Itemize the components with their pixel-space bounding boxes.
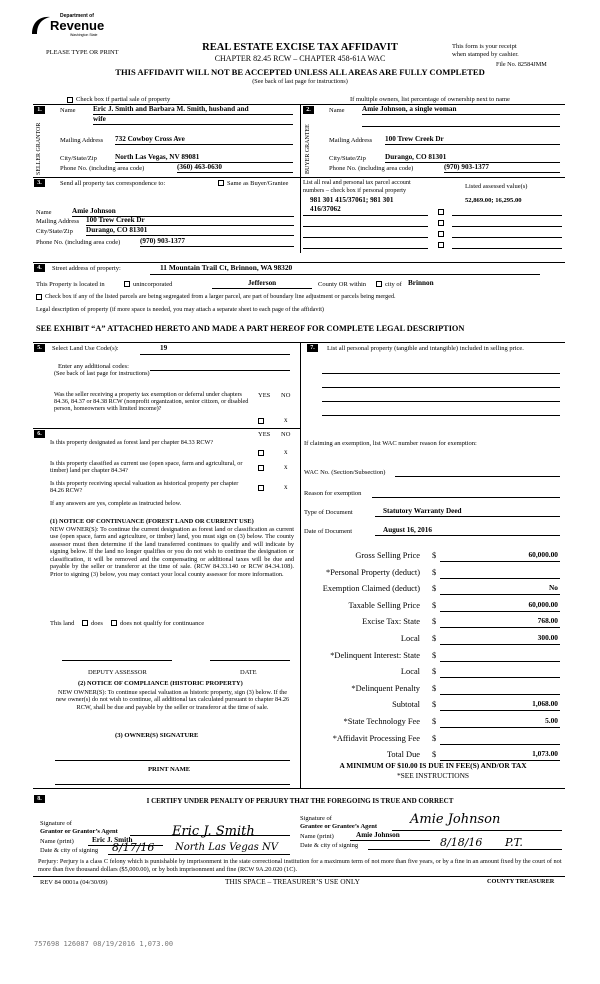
city-of-checkbox[interactable] (376, 281, 382, 287)
parcel-label-1: List all real and personal tax parcel account (303, 179, 411, 186)
claiming-exemption-label: If claiming an exemption, list WAC number reason for exemption: (304, 440, 477, 447)
buyer-side-label: BUYER GRANTEE (305, 124, 311, 174)
unincorporated-label: unincorporated (133, 281, 173, 288)
grantee-signature: Amie Johnson (410, 812, 501, 827)
seller-name-line1: Eric J. Smith and Barbara M. Smith, husband and (93, 106, 293, 115)
notice-compliance-title: (2) NOTICE OF COMPLIANCE (HISTORIC PROPERTY) (78, 680, 243, 687)
fee-value: 300.00 (537, 633, 558, 642)
legal-description-label: Legal description of property (if more space is needed, you may attach a separate sheet to each page of the affidavit) (36, 306, 324, 313)
land-does-not-label: does not qualify for continuance (120, 620, 205, 627)
grantor-signature-of-label: Signature of (40, 820, 72, 827)
seller-phone: (360) 463-0630 (177, 164, 293, 173)
seller-name-label: Name (60, 107, 76, 114)
sec6-no-header: NO (281, 431, 291, 438)
fee-label: Taxable Selling Price (348, 600, 420, 610)
fee-label: Subtotal (392, 700, 420, 710)
personal-property-label: List all personal property (tangible and intangible) included in selling price. (327, 345, 524, 352)
grantor-signing-date: 8/17/16 (112, 841, 155, 854)
fee-label: Total Due (386, 750, 420, 760)
segregated-checkbox[interactable] (36, 294, 42, 300)
section-7-number: 7. (307, 344, 318, 352)
additional-codes-label: Enter any additional codes: (58, 363, 129, 370)
county-name: Jefferson (212, 280, 312, 289)
fee-value: 60,000.00 (528, 599, 558, 609)
grantor-signing-city: North Las Vegas NV (175, 842, 278, 853)
fee-underline (440, 594, 560, 595)
fee-dollar-sign: $ (432, 551, 437, 560)
section-8-number: 8. (34, 795, 45, 803)
assessed-values: 52,869.00; 16,295.00 (465, 197, 522, 204)
section-1-number: 1. (34, 106, 45, 114)
grantor-signature: Eric J. Smith (172, 824, 255, 839)
forest-land-no-mark: x (284, 448, 288, 456)
historic-question: Is this property receiving special valuation as historical property per chapter 84.26 RCW? (50, 480, 239, 494)
seller-name-line2: wife (93, 116, 293, 125)
buyer-phone: (970) 903-1377 (444, 164, 560, 173)
if-yes-instruction: If any answers are yes, complete as instructed below. (50, 500, 182, 507)
correspondence-name-label: Name (36, 209, 52, 216)
dept-big-label: Revenue (50, 18, 105, 33)
seller-phone-label: Phone No. (including area code) (60, 165, 145, 172)
dept-small-label: Department of (60, 13, 94, 19)
receipt-note-2: when stamped by cashier. (452, 51, 519, 58)
street-address-label: Street address of property: (52, 265, 121, 272)
form-revision: REV 84 0001a (04/30/09) (40, 879, 108, 886)
parcel-numbers-1: 981 301 415/37061; 981 301 (310, 196, 394, 204)
fee-dollar-sign: $ (432, 683, 437, 693)
grantee-agent-label: Grantee or Grantee’s Agent (300, 823, 378, 830)
parcel-numbers-2: 416/37062 (310, 205, 341, 213)
grantor-date-label: Date & city of signing (40, 847, 99, 854)
deputy-assessor-label: DEPUTY ASSESSOR (88, 669, 147, 676)
parcel-3-personal-checkbox[interactable] (438, 231, 444, 237)
fee-label: Gross Selling Price (355, 551, 420, 560)
owner-signature-label: (3) OWNER(S) SIGNATURE (115, 732, 199, 739)
fee-dollar-sign: $ (432, 750, 437, 760)
parcel-1-personal-checkbox[interactable] (438, 209, 444, 215)
same-as-buyer-label: Same as Buyer/Grantee (227, 180, 289, 187)
historic-no-mark: x (284, 483, 288, 491)
city-name: Brinnon (408, 279, 434, 287)
perjury-statement: Perjury: Perjury is a class C felony which is punishable by imprisonment in the state correctional institution for a maximum term of not more than five years, or by a fine in an amount fixed by the court of not more than five thousand dollars ($5,000.00), or by both imprisonment and fine (RCW 9A.20.020 (1C). (38, 858, 562, 873)
fee-dollar-sign: $ (432, 617, 437, 627)
fee-dollar-sign: $ (432, 667, 437, 677)
unincorporated-checkbox[interactable] (124, 281, 130, 287)
fee-value: 5.00 (545, 716, 558, 725)
sec5-yes-header: YES (258, 392, 271, 399)
fee-underline (440, 627, 560, 628)
land-does-not-checkbox[interactable] (111, 620, 117, 626)
forest-land-yes-checkbox[interactable] (258, 450, 264, 456)
fee-underline (440, 561, 560, 562)
fee-label: *Affidavit Processing Fee (332, 733, 420, 743)
segregated-label: Check box if any of the listed parcels are being segregated from a larger parcel, are part of boundary line adjustment or parcels being merged. (45, 293, 396, 300)
fee-underline (440, 727, 560, 728)
grantee-name-label: Name (print) (300, 833, 334, 840)
fee-value: No (548, 583, 558, 593)
fee-label: Local (400, 634, 420, 643)
fee-underline (440, 677, 560, 678)
parcel-label-2: numbers – check box if personal property (303, 187, 407, 194)
print-name-label: PRINT NAME (148, 766, 191, 773)
seller-mailing-label: Mailing Address (60, 137, 104, 144)
revenue-logo (30, 12, 105, 42)
seller-mailing: 732 Cowboy Cross Ave (115, 136, 293, 145)
assessed-label: Listed assessed value(s) (465, 183, 528, 190)
seller-city-label: City/State/Zip (60, 155, 97, 162)
fee-dollar-sign: $ (432, 700, 437, 710)
buyer-city-label: City/State/Zip (329, 155, 366, 162)
buyer-mailing-label: Mailing Address (329, 137, 373, 144)
parcel-4-personal-checkbox[interactable] (438, 242, 444, 248)
logo-swoosh-icon (30, 14, 52, 38)
seller-city: North Las Vegas, NV 89081 (115, 154, 293, 163)
wac-number-label: WAC No. (Section/Subsection) (304, 469, 386, 476)
fee-underline (440, 611, 560, 612)
grantor-agent-label: Grantor or Grantor’s Agent (40, 828, 118, 835)
fee-value: 60,000.00 (528, 550, 558, 559)
exhibit-statement: SEE EXHIBIT “A” ATTACHED HERETO AND MADE A PART HEREOF FOR COMPLETE LEGAL DESCRIPTION (36, 324, 465, 333)
fee-label: *Delinquent Interest: State (330, 650, 420, 660)
document-type-label: Type of Document (304, 509, 353, 516)
located-in-label: This Property is located in (36, 281, 105, 288)
warning-banner: THIS AFFIDAVIT WILL NOT BE ACCEPTED UNLESS ALL AREAS ARE FULLY COMPLETED (115, 67, 485, 77)
buyer-city: Durango, CO 81301 (385, 154, 560, 163)
fee-label: Exemption Claimed (deduct) (322, 584, 420, 594)
land-use-see-back: (See back of last page for instructions) (54, 370, 150, 377)
grantee-signing-city: P.T. (505, 836, 523, 849)
form-title: REAL ESTATE EXCISE TAX AFFIDAVIT (202, 42, 398, 53)
buyer-name: Amie Johnson, a single woman (362, 106, 560, 115)
current-use-no-mark: x (284, 463, 288, 471)
seller-exemption-yes-checkbox[interactable] (258, 418, 264, 424)
this-land-label: This land (50, 620, 75, 627)
parcel-2-personal-checkbox[interactable] (438, 220, 444, 226)
certify-statement: I CERTIFY UNDER PENALTY OF PERJURY THAT THE FOREGOING IS TRUE AND CORRECT (146, 797, 454, 805)
current-use-question: Is this property classified as current use (open space, farm and agricultural, or timber) land per chapter 84.34? (50, 460, 243, 474)
fee-label: Excise Tax: State (362, 617, 420, 627)
notice-continuance-title: (1) NOTICE OF CONTINUANCE (FOREST LAND OR CURRENT USE) (50, 518, 254, 525)
fee-dollar-sign: $ (432, 584, 437, 594)
section-4-number: 4. (34, 264, 45, 272)
section-2-number: 2. (303, 106, 314, 114)
sec6-yes-header: YES (258, 431, 271, 438)
minimum-fee-notice: A MINIMUM OF $10.00 IS DUE IN FEE(S) AND/OR TAX (339, 761, 527, 770)
fee-value: 1,073.00 (532, 749, 558, 759)
seller-exemption-no-mark: x (284, 416, 288, 424)
correspondence-mailing-label: Mailing Address (36, 218, 80, 225)
forest-land-question: Is this property designated as forest land per chapter 84.33 RCW? (50, 439, 214, 446)
deputy-date-label: DATE (240, 669, 257, 676)
fee-dollar-sign: $ (432, 567, 437, 577)
grantee-date-label: Date & city of signing (300, 842, 359, 849)
treasurer-use-only: THIS SPACE – TREASURER’S USE ONLY (225, 877, 360, 886)
land-does-checkbox[interactable] (82, 620, 88, 626)
buyer-name-label: Name (329, 107, 345, 114)
notice-compliance-body: NEW OWNER(S): To continue special valuation as historic property, sign (3) below. If the new owner(s) do not wish to continue, all additional tax calculated pursuant to chapter 84.26 RCW, shall be due and payable by the seller or transferor at the time of sale. (55, 689, 290, 711)
county-or-within-label: County OR within (318, 281, 367, 288)
send-correspondence-label: Send all property tax correspondence to: (60, 180, 166, 187)
fee-underline (440, 710, 560, 711)
historic-yes-checkbox[interactable] (258, 485, 264, 491)
fee-value: 768.00 (537, 616, 558, 626)
buyer-phone-label: Phone No. (including area code) (329, 165, 414, 172)
land-use-label: Select Land Use Code(s): (52, 345, 119, 352)
correspondence-name: Amie Johnson (72, 208, 294, 217)
property-street-address: 11 Mountain Trail Ct, Brinnon, WA 98320 (160, 263, 293, 272)
fee-underline (440, 644, 560, 645)
land-use-code: 19 (160, 344, 168, 352)
grantee-signature-of-label: Signature of (300, 815, 332, 822)
grantee-signing-date: 8/18/16 (440, 836, 483, 849)
see-instructions-note: *SEE INSTRUCTIONS (396, 771, 470, 780)
document-date-label: Date of Document (304, 528, 353, 535)
section-3-number: 3. (34, 179, 45, 187)
document-type: Statutory Warranty Deed (375, 508, 560, 517)
notice-continuance-body: NEW OWNER(S): To continue the current designation as forest land or classification as current use (open space, farm and agriculture, or timber) land, you must sign on (3) below. The county assessor must then determine if the land transferred continues to qualify and will indicate by signing below. If the land no longer qualifies or you do not wish to continue the designation or classification, it will be removed and the compensating or additional taxes will be due and payable by the seller or transferor at the time of sale. (RCW 84.33.140 or RCW 84.34.108). Prior to signing (3) below, you may contact your local county assessor for more information. (50, 526, 294, 578)
fee-label: *Personal Property (deduct) (326, 567, 420, 577)
seller-exemption-question: Was the seller receiving a property tax exemption or deferral under chapters 84.36, 84.37 or 84.38 RCW (nonprofit organization, senior citizen, or disabled person, homeowners with limited income)? (54, 391, 249, 412)
document-date: August 16, 2016 (375, 527, 560, 536)
grantor-name-label: Name (print) (40, 838, 74, 845)
correspondence-city: Durango, CO 81301 (86, 227, 294, 236)
land-does-label: does (91, 620, 103, 627)
section-6-number: 6. (34, 430, 45, 438)
fee-dollar-sign: $ (432, 600, 437, 610)
fee-dollar-sign: $ (432, 650, 437, 660)
correspondence-phone-label: Phone No. (including area code) (36, 239, 121, 246)
fee-value: 1,068.00 (532, 699, 558, 709)
partial-sale-label: Check box if partial sale of property (76, 96, 171, 103)
file-number: File No. 82584JMM (496, 61, 547, 68)
fee-label: Local (400, 667, 420, 677)
receipt-stamp: 757698 126087 08/19/2016 1,073.00 (34, 940, 174, 948)
fee-dollar-sign: $ (432, 733, 437, 743)
receipt-note-1: This form is your receipt (452, 43, 517, 50)
county-treasurer-label: COUNTY TREASURER (487, 878, 555, 885)
correspondence-city-label: City/State/Zip (36, 228, 73, 235)
seller-side-label: SELLER GRANTOR (36, 122, 42, 176)
sec5-no-header: NO (281, 392, 291, 399)
multiple-owners-note: If multiple owners, list percentage of ownership next to name (350, 96, 510, 103)
correspondence-phone: (970) 903-1377 (140, 238, 294, 247)
same-as-buyer-checkbox[interactable] (218, 180, 224, 186)
grantor-name: Eric J. Smith (92, 836, 133, 844)
form-chapter: CHAPTER 82.45 RCW – CHAPTER 458-61A WAC (214, 54, 386, 63)
grantee-name: Amie Johnson (356, 831, 400, 839)
fee-underline (440, 578, 560, 579)
fee-label: *State Technology Fee (343, 717, 420, 726)
fee-underline (440, 661, 560, 662)
fee-dollar-sign: $ (432, 717, 437, 726)
city-of-label: city of (385, 281, 402, 288)
fee-underline (440, 744, 560, 745)
fee-label: *Delinquent Penalty (351, 683, 420, 693)
fee-dollar-sign: $ (432, 634, 437, 643)
fee-underline (440, 694, 560, 695)
section-5-number: 5. (34, 344, 45, 352)
partial-sale-checkbox[interactable] (67, 97, 73, 103)
buyer-mailing: 100 Trew Creek Dr (385, 136, 560, 145)
correspondence-mailing: 100 Trew Creek Dr (86, 217, 294, 226)
current-use-yes-checkbox[interactable] (258, 465, 264, 471)
see-back-note: (See back of last page for instructions) (252, 78, 348, 85)
dept-state-label: Washington State (70, 33, 98, 37)
reason-exemption-label: Reason for exemption (304, 490, 362, 497)
please-type-label: PLEASE TYPE OR PRINT (46, 49, 119, 56)
